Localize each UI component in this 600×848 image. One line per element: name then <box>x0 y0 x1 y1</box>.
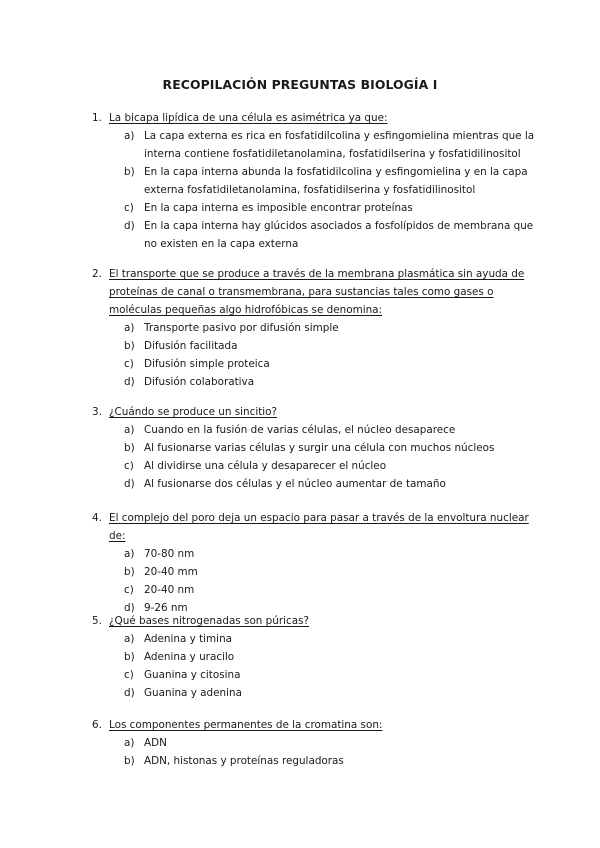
option-letter: a) <box>124 424 135 436</box>
option-c <box>124 355 537 373</box>
option-text: 9-26 nm <box>144 602 188 614</box>
option-letter: d) <box>124 478 135 490</box>
question-text: La bicapa lipídica de una célula es asimétrica ya que: <box>109 112 388 124</box>
document-title: RECOPILACIÓN PREGUNTAS BIOLOGÍA I <box>162 77 438 92</box>
question-1 <box>92 109 537 253</box>
option-text: Cuando en la fusión de varias células, el núcleo desaparece <box>144 424 456 436</box>
question-text: ¿Cuándo se produce un sincitio? <box>109 406 278 418</box>
question-number: 2. <box>92 268 102 280</box>
option-letter: a) <box>124 633 135 645</box>
option-letter: c) <box>124 584 134 596</box>
option-letter: b) <box>124 755 135 767</box>
option-letter: d) <box>124 220 135 232</box>
option-letter: c) <box>124 358 134 370</box>
option-c <box>124 581 537 599</box>
option-text: La capa externa es rica en fosfatidilcolina y esfingomielina mientras que la interna contiene fosfatidiletanolamina, fosfatidilserina y fosfatidilinositol <box>144 130 535 160</box>
option-text: 20-40 nm <box>144 584 195 596</box>
option-text: Guanina y adenina <box>144 687 242 699</box>
question-number: 3. <box>92 406 102 418</box>
option-letter: a) <box>124 322 135 334</box>
option-letter: a) <box>124 737 135 749</box>
option-text: En la capa interna es imposible encontrar proteínas <box>144 202 413 214</box>
question-number: 1. <box>92 112 102 124</box>
option-c <box>124 199 537 217</box>
question-text: ¿Qué bases nitrogenadas son púricas? <box>109 615 310 627</box>
option-a <box>124 545 537 563</box>
option-letter: a) <box>124 130 135 142</box>
option-b <box>124 163 537 199</box>
option-letter: d) <box>124 602 135 614</box>
question-number: 4. <box>92 512 102 524</box>
option-text: Difusión colaborativa <box>144 376 255 388</box>
option-letter: b) <box>124 442 135 454</box>
option-letter: b) <box>124 566 135 578</box>
question-number: 5. <box>92 615 102 627</box>
option-text: ADN <box>144 737 167 749</box>
question-text: El transporte que se produce a través de la membrana plasmática sin ayuda de proteínas de canal o transmembrana, para sustancias tales como gases o moléculas pequeñas algo hidrofóbicas se denomina: <box>109 268 525 316</box>
option-text: En la capa interna hay glúcidos asociados a fosfolípidos de membrana que no existen en la capa externa <box>144 220 534 250</box>
option-letter: a) <box>124 548 135 560</box>
option-text: Transporte pasivo por difusión simple <box>144 322 339 334</box>
option-text: En la capa interna abunda la fosfatidilcolina y esfingomielina y en la capa externa fosfatidiletanolamina, fosfatidilserina y fosfatidilinositol <box>144 166 528 196</box>
option-text: Al fusionarse dos células y el núcleo aumentar de tamaño <box>144 478 446 490</box>
option-letter: c) <box>124 669 134 681</box>
option-d <box>124 217 537 253</box>
option-letter: c) <box>124 460 134 472</box>
option-b <box>124 752 537 770</box>
option-b <box>124 337 537 355</box>
option-b <box>124 563 537 581</box>
option-text: Difusión facilitada <box>144 340 238 352</box>
option-c <box>124 457 537 475</box>
question-4 <box>92 509 537 617</box>
question-3 <box>92 403 537 493</box>
option-text: 20-40 mm <box>144 566 198 578</box>
question-6 <box>92 716 537 770</box>
option-a <box>124 127 537 163</box>
option-text: Al fusionarse varias células y surgir una célula con muchos núcleos <box>144 442 495 454</box>
option-text: ADN, histonas y proteínas reguladoras <box>144 755 344 767</box>
option-letter: b) <box>124 340 135 352</box>
option-letter: b) <box>124 166 135 178</box>
option-text: Adenina y timina <box>144 633 233 645</box>
option-d <box>124 684 537 702</box>
option-text: 70-80 nm <box>144 548 195 560</box>
option-a <box>124 734 537 752</box>
question-text: El complejo del poro deja un espacio para pasar a través de la envoltura nuclear de: <box>109 512 529 542</box>
option-letter: d) <box>124 376 135 388</box>
question-text: Los componentes permanentes de la cromatina son: <box>109 719 383 731</box>
option-a <box>124 630 537 648</box>
option-a <box>124 319 537 337</box>
question-5 <box>92 612 537 702</box>
option-b <box>124 648 537 666</box>
option-d <box>124 373 537 391</box>
question-number: 6. <box>92 719 102 731</box>
option-a <box>124 421 537 439</box>
option-c <box>124 666 537 684</box>
option-letter: d) <box>124 687 135 699</box>
question-2 <box>92 265 537 391</box>
option-b <box>124 439 537 457</box>
option-letter: c) <box>124 202 134 214</box>
option-text: Guanina y citosina <box>144 669 241 681</box>
option-text: Difusión simple proteica <box>144 358 270 370</box>
option-letter: b) <box>124 651 135 663</box>
option-text: Adenina y uracilo <box>144 651 235 663</box>
option-text: Al dividirse una célula y desaparecer el núcleo <box>144 460 387 472</box>
option-d <box>124 475 537 493</box>
